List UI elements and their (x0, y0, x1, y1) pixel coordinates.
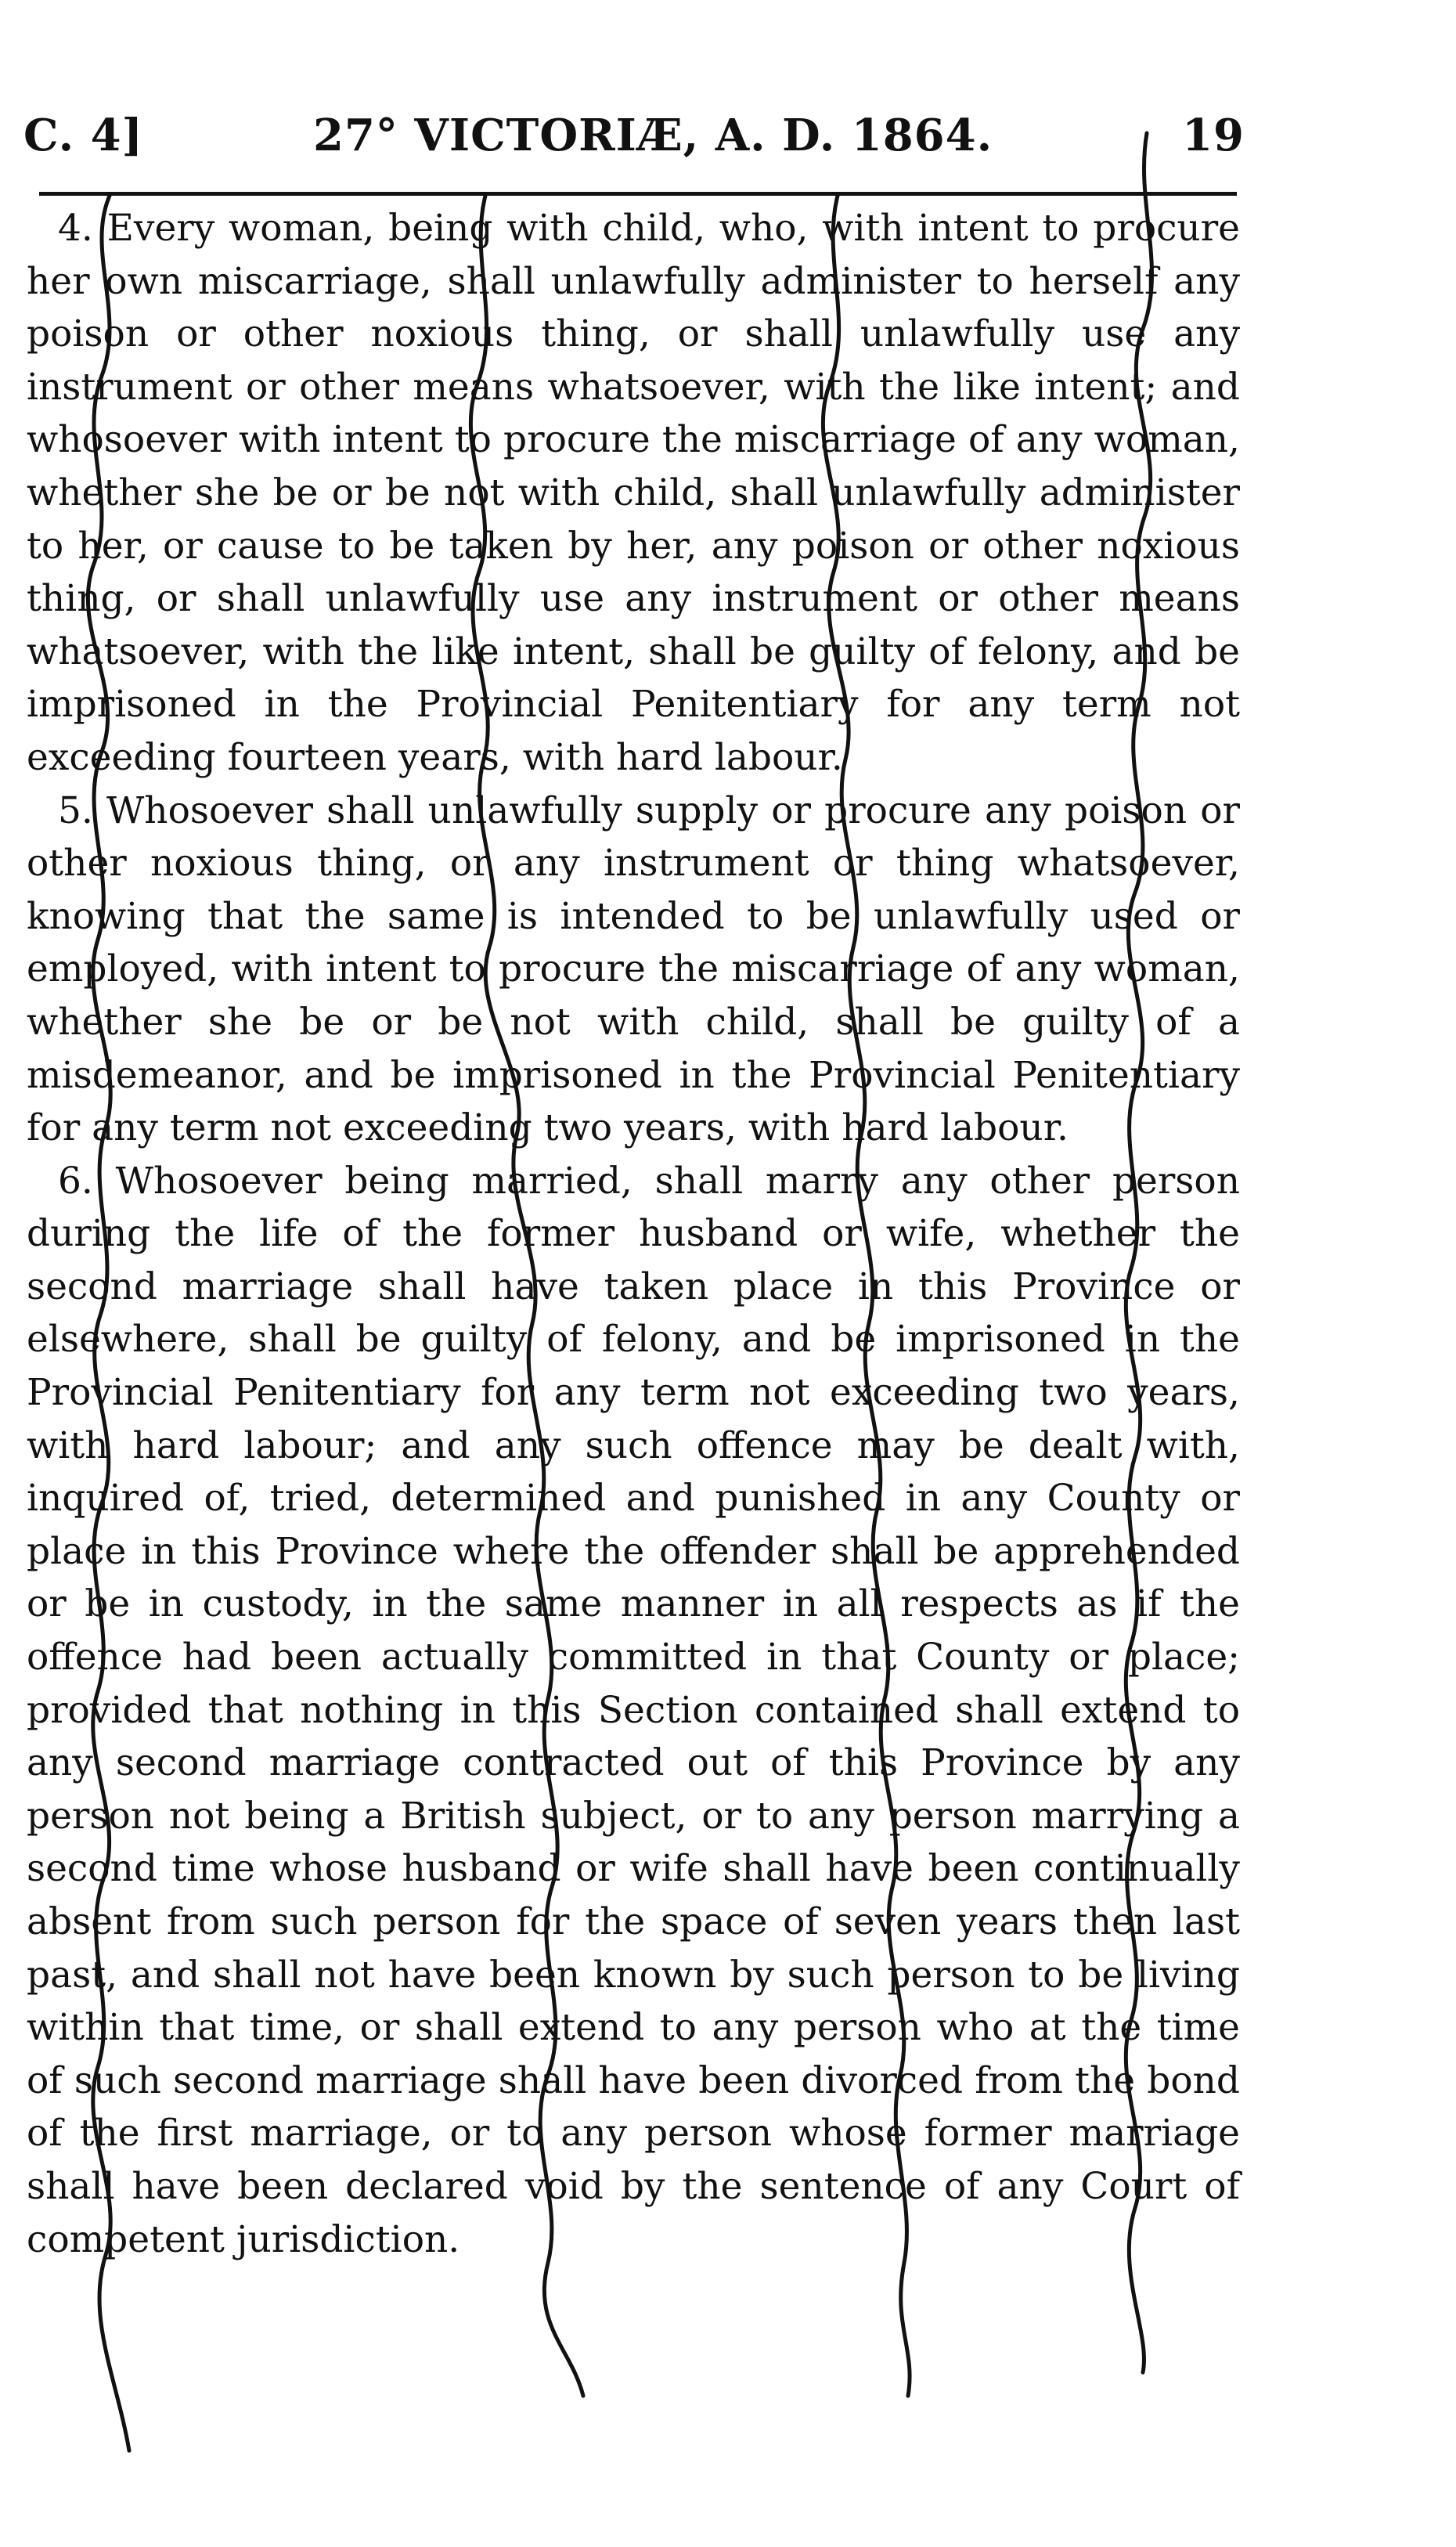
header-rule (39, 192, 1237, 196)
statute-text (27, 202, 1240, 2266)
page-title: 27° VICTORIÆ, A. D. 1864. (313, 110, 993, 161)
section-4: 4. Every woman, being with child, who, with intent to procure her own miscarriage, shall unlawfully administer to herself any poison or other noxious thing, or shall unlawfully use any instrument or other means whatsoever, with the like intent; and whosoever with intent to procure the miscarriage of any woman, whether she be or be not with child, shall unlawfully administer to her, or cause to be taken by her, any poison or other noxious thing, or shall unlawfully use any instrument or other means whatsoever, with the like intent, shall be guilty of felony, and be imprisoned in the Provincial Penitentiary for any term not exceeding fourteen years, with hard labour. (27, 207, 1240, 779)
section-5: 5. Whosoever shall unlawfully supply or procure any poison or other noxious thing, or any instrument or thing whatsoever, knowing that the same is intended to be unlawfully used or employed, with intent to procure the miscarriage of any woman, whether she be or be not with child, shall be guilty of a misdemeanor, and be imprisoned in the Provincial Penitentiary for any term not exceeding two years, with hard labour. (27, 788, 1240, 1150)
page-number: 19 (1182, 110, 1245, 161)
running-header (23, 110, 1245, 180)
section-6: 6. Whosoever being married, shall marry any other person during the life of the former husband or wife, whether the second marriage shall have taken place in this Province or elsewhere, shall be guilty of felony, and be imprisoned in the Provincial Penitentiary for any term not exceeding two years, with hard labour; and any such offence may be dealt with, inquired of, tried, determined and punished in any County or place in this Province where the offender shall be apprehended or be in custody, in the same manner in all respects as if the offence had been actually committed in that County or place; provided that nothing in this Section contained shall extend to any second marriage contracted out of this Province by any person not being a British subject, or to any person marrying a second time whose husband or wife shall have been continually absent from such person for the space of seven years then last past, and shall not have been known by such person to be living within that time, or shall extend to any person who at the time of such second marriage shall have been divorced from the bond of the first marriage, or to any person whose former marriage shall have been declared void by the sentence of any Court of competent jurisdiction. (27, 1159, 1240, 2261)
chapter-reference: C. 4] (23, 110, 144, 161)
